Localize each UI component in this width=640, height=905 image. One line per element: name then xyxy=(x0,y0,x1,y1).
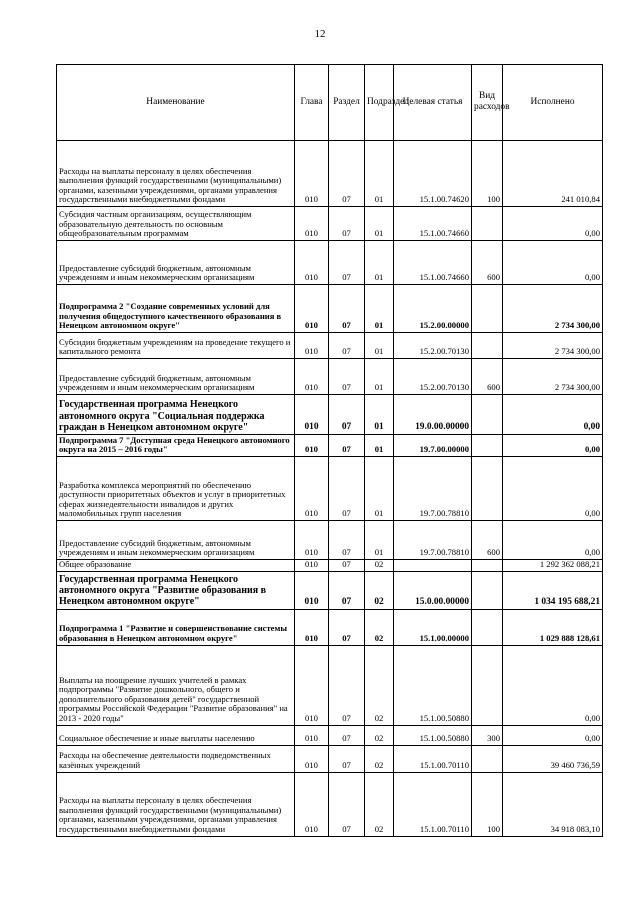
row-target: 15.2.00.00000 xyxy=(394,285,472,333)
row-chapter: 010 xyxy=(295,435,329,457)
row-name: Субсидии бюджетным учреждениям на проведение текущего и капитального ремонта xyxy=(57,333,295,359)
table-row xyxy=(57,435,603,457)
table-row xyxy=(57,285,603,333)
row-subsection: 02 xyxy=(365,725,394,745)
table-row xyxy=(57,359,603,395)
row-expense-type xyxy=(472,609,503,645)
row-section: 07 xyxy=(329,772,365,836)
row-target: 15.1.00.50880 xyxy=(394,645,472,725)
row-section: 07 xyxy=(329,745,365,772)
header-name: Наименование xyxy=(57,65,295,141)
row-name: Подпрограмма 1 "Развитие и совершенствование системы образования в Ненецком автономном округе" xyxy=(57,609,295,645)
row-expense-type xyxy=(472,645,503,725)
row-executed: 2 734 300,00 xyxy=(503,333,603,359)
row-name: Подпрограмма 2 "Создание современных условий для получения общедоступного качественного образования в Ненецком автономном округе" xyxy=(57,285,295,333)
row-section: 07 xyxy=(329,560,365,572)
table-row xyxy=(57,725,603,745)
row-executed: 1 034 195 688,21 xyxy=(503,571,603,609)
table-row xyxy=(57,571,603,609)
row-expense-type xyxy=(472,560,503,572)
row-chapter: 010 xyxy=(295,560,329,572)
row-target: 15.1.00.00000 xyxy=(394,609,472,645)
row-subsection: 01 xyxy=(365,241,394,285)
row-executed: 0,00 xyxy=(503,457,603,521)
row-expense-type: 100 xyxy=(472,141,503,207)
row-name: Общее образование xyxy=(57,560,295,572)
row-target: 15.1.00.70110 xyxy=(394,745,472,772)
row-subsection: 02 xyxy=(365,560,394,572)
row-name: Предоставление субсидий бюджетным, автономным учреждениям и иным некоммерческим организациям xyxy=(57,359,295,395)
row-subsection: 01 xyxy=(365,333,394,359)
table-row xyxy=(57,645,603,725)
row-expense-type xyxy=(472,457,503,521)
table-row xyxy=(57,333,603,359)
report-table xyxy=(56,64,603,837)
row-expense-type: 600 xyxy=(472,521,503,560)
row-chapter: 010 xyxy=(295,725,329,745)
row-target: 15.1.00.50880 xyxy=(394,725,472,745)
page-number: 12 xyxy=(314,28,326,40)
header-expense-type: Вид расходов xyxy=(472,65,503,141)
row-chapter: 010 xyxy=(295,141,329,207)
row-name: Выплаты на поощрение лучших учителей в рамках подпрограммы "Развитие дошкольного, общего и дополнительного образования детей" государственной программы Российской Федерации "Развитие образования" на 2013 - 2020 годы" xyxy=(57,645,295,725)
row-executed: 0,00 xyxy=(503,241,603,285)
table-row xyxy=(57,772,603,836)
row-expense-type xyxy=(472,285,503,333)
row-subsection: 01 xyxy=(365,285,394,333)
table-row xyxy=(57,745,603,772)
row-expense-type xyxy=(472,435,503,457)
row-subsection: 02 xyxy=(365,609,394,645)
row-expense-type: 600 xyxy=(472,241,503,285)
row-subsection: 01 xyxy=(365,207,394,241)
row-name: Субсидия частным организациям, осуществляющим образовательную деятельность по основным общеобразовательным программам xyxy=(57,207,295,241)
table-row xyxy=(57,141,603,207)
table-row xyxy=(57,395,603,435)
row-chapter: 010 xyxy=(295,772,329,836)
row-section: 07 xyxy=(329,571,365,609)
row-executed: 0,00 xyxy=(503,645,603,725)
row-subsection: 01 xyxy=(365,359,394,395)
row-executed: 1 292 362 088,21 xyxy=(503,560,603,572)
row-executed: 0,00 xyxy=(503,395,603,435)
row-name: Предоставление субсидий бюджетным, автономным учреждениям и иным некоммерческим организациям xyxy=(57,521,295,560)
row-subsection: 01 xyxy=(365,435,394,457)
row-target: 15.0.00.00000 xyxy=(394,571,472,609)
header-target: Целевая статья xyxy=(394,65,472,141)
row-name: Расходы на выплаты персоналу в целях обеспечения выполнения функций государственными (муниципальными) органами, казенными учреждениями, органами управления государственными внебюджетными фондами xyxy=(57,772,295,836)
table-header-row xyxy=(57,65,603,141)
row-expense-type xyxy=(472,333,503,359)
row-executed: 39 460 736,59 xyxy=(503,745,603,772)
row-executed: 0,00 xyxy=(503,725,603,745)
header-subsection: Подраздел xyxy=(365,65,394,141)
row-chapter: 010 xyxy=(295,457,329,521)
row-chapter: 010 xyxy=(295,745,329,772)
header-section: Раздел xyxy=(329,65,365,141)
header-chapter: Глава xyxy=(295,65,329,141)
row-expense-type xyxy=(472,395,503,435)
row-name: Государственная программа Ненецкого автономного округа "Социальная поддержка граждан в Ненецком автономном округе" xyxy=(57,395,295,435)
row-executed: 0,00 xyxy=(503,207,603,241)
row-section: 07 xyxy=(329,241,365,285)
table-row xyxy=(57,207,603,241)
row-executed: 241 010,84 xyxy=(503,141,603,207)
row-subsection: 02 xyxy=(365,571,394,609)
row-expense-type: 600 xyxy=(472,359,503,395)
row-section: 07 xyxy=(329,645,365,725)
row-name: Разработка комплекса мероприятий по обеспечению доступности приоритетных объектов и услуг в приоритетных сферах жизнедеятельности инвалидов и других маломобильных групп населения xyxy=(57,457,295,521)
row-target: 15.2.00.70130 xyxy=(394,359,472,395)
row-section: 07 xyxy=(329,725,365,745)
row-section: 07 xyxy=(329,395,365,435)
row-target: 19.0.00.00000 xyxy=(394,395,472,435)
row-section: 07 xyxy=(329,457,365,521)
row-section: 07 xyxy=(329,207,365,241)
row-target: 19.7.00.00000 xyxy=(394,435,472,457)
row-expense-type xyxy=(472,207,503,241)
row-chapter: 010 xyxy=(295,521,329,560)
row-section: 07 xyxy=(329,285,365,333)
row-target: 15.1.00.74660 xyxy=(394,207,472,241)
row-name: Социальное обеспечение и иные выплаты населению xyxy=(57,725,295,745)
row-name: Расходы на обеспечение деятельности подведомственных казённых учреждений xyxy=(57,745,295,772)
row-subsection: 02 xyxy=(365,645,394,725)
row-target: 19.7.00.78810 xyxy=(394,457,472,521)
table-row xyxy=(57,521,603,560)
row-chapter: 010 xyxy=(295,241,329,285)
row-subsection: 01 xyxy=(365,457,394,521)
report-body xyxy=(57,141,603,837)
row-executed: 1 029 888 128,61 xyxy=(503,609,603,645)
row-executed: 34 918 083,10 xyxy=(503,772,603,836)
row-chapter: 010 xyxy=(295,571,329,609)
table-row xyxy=(57,560,603,572)
row-chapter: 010 xyxy=(295,285,329,333)
row-subsection: 01 xyxy=(365,141,394,207)
row-subsection: 02 xyxy=(365,745,394,772)
row-name: Подпрограмма 7 "Доступная среда Ненецкого автономного округа на 2015 – 2016 годы" xyxy=(57,435,295,457)
row-name: Расходы на выплаты персоналу в целях обеспечения выполнения функций государственными (муниципальными) органами, казенными учреждениями, органами управления государственными внебюджетными фондами xyxy=(57,141,295,207)
row-chapter: 010 xyxy=(295,645,329,725)
row-target: 15.1.00.70110 xyxy=(394,772,472,836)
row-subsection: 02 xyxy=(365,772,394,836)
row-target: 15.2.00.70130 xyxy=(394,333,472,359)
table-row xyxy=(57,609,603,645)
row-chapter: 010 xyxy=(295,359,329,395)
header-executed: Исполнено xyxy=(503,65,603,141)
row-chapter: 010 xyxy=(295,609,329,645)
row-section: 07 xyxy=(329,435,365,457)
row-executed: 2 734 300,00 xyxy=(503,285,603,333)
row-chapter: 010 xyxy=(295,333,329,359)
row-target: 15.1.00.74660 xyxy=(394,241,472,285)
row-subsection: 01 xyxy=(365,395,394,435)
row-expense-type xyxy=(472,571,503,609)
row-expense-type: 100 xyxy=(472,772,503,836)
row-executed: 2 734 300,00 xyxy=(503,359,603,395)
row-expense-type xyxy=(472,745,503,772)
table-row xyxy=(57,457,603,521)
row-target: 15.1.00.74620 xyxy=(394,141,472,207)
row-chapter: 010 xyxy=(295,395,329,435)
row-section: 07 xyxy=(329,521,365,560)
row-target xyxy=(394,560,472,572)
row-subsection: 01 xyxy=(365,521,394,560)
row-section: 07 xyxy=(329,359,365,395)
table-row xyxy=(57,241,603,285)
row-expense-type: 300 xyxy=(472,725,503,745)
row-executed: 0,00 xyxy=(503,435,603,457)
row-chapter: 010 xyxy=(295,207,329,241)
row-executed: 0,00 xyxy=(503,521,603,560)
row-name: Государственная программа Ненецкого автономного округа "Развитие образования в Ненецком автономном округе" xyxy=(57,571,295,609)
row-section: 07 xyxy=(329,333,365,359)
row-name: Предоставление субсидий бюджетным, автономным учреждениям и иным некоммерческим организациям xyxy=(57,241,295,285)
row-section: 07 xyxy=(329,609,365,645)
row-target: 19.7.00.78810 xyxy=(394,521,472,560)
row-section: 07 xyxy=(329,141,365,207)
